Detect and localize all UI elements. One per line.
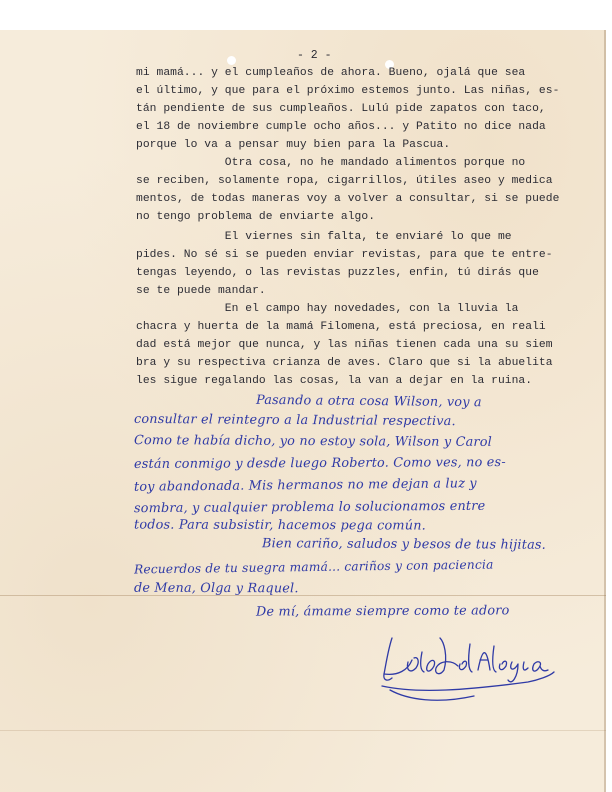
fold-crease: [0, 730, 606, 731]
typed-line: el último, y que para el próximo estemos junto. Las niñas, es-: [136, 85, 560, 97]
typed-line: En el campo hay novedades, con la lluvia la: [136, 303, 519, 315]
handwritten-line: sombra, y cualquier problema lo solucionamos entre: [133, 498, 486, 517]
handwritten-line: están conmigo y desde luego Roberto. Como ves, no es-: [133, 455, 506, 472]
fold-crease: [0, 595, 606, 596]
typed-line: dad está mejor que nunca, y las niñas tienen cada una su siem: [136, 339, 553, 351]
typed-line: pides. No sé si se pueden enviar revistas, para que te entre-: [136, 249, 553, 261]
handwritten-line: De mí, ámame siempre como te adoro: [255, 603, 510, 620]
handwritten-line: Pasando a otra cosa Wilson, voy a: [255, 392, 482, 411]
handwritten-line: de Mena, Olga y Raquel.: [133, 580, 299, 597]
typed-line: porque lo va a pensar muy bien para la Pascua.: [136, 139, 451, 151]
typed-line: bra y su respectiva crianza de aves. Claro que si la abuelita: [136, 357, 553, 369]
typed-line: se te puede mandar.: [136, 285, 266, 297]
typed-line: se reciben, solamente ropa, cigarrillos, útiles aseo y medica: [136, 175, 553, 187]
handwritten-line: Como te había dicho, yo no estoy sola, Wilson y Carol: [133, 433, 492, 450]
typed-line: El viernes sin falta, te enviaré lo que me: [136, 231, 512, 243]
paper-edge: [604, 30, 606, 792]
handwritten-line: Recuerdos de tu suegra mamá... cariños y con paciencia: [133, 557, 494, 577]
typed-line: mentos, de todas maneras voy a volver a consultar, si se puede: [136, 193, 560, 205]
typed-line: el 18 de noviembre cumple ocho años... y Patito no dice nada: [136, 121, 546, 133]
typed-line: no tengo problema de enviarte algo.: [136, 211, 376, 223]
page-number: - 2 -: [297, 49, 332, 62]
punch-hole: [227, 56, 236, 65]
handwritten-line: toy abandonada. Mis hermanos no me dejan a luz y: [133, 476, 477, 495]
typed-line: tengas leyendo, o las revistas puzzles, enfin, tú dirás que: [136, 267, 539, 279]
handwritten-line: consultar el reintegro a la Industrial respectiva.: [133, 411, 456, 430]
signature: [378, 630, 558, 710]
typed-line: les sigue regalando las cosas, la van a dejar en la ruina.: [136, 375, 533, 387]
typed-line: tán pendiente de sus cumpleaños. Lulú pide zapatos con taco,: [136, 103, 546, 115]
typed-line: chacra y huerta de la mamá Filomena, está preciosa, en reali: [136, 321, 546, 333]
typed-line: Otra cosa, no he mandado alimentos porque no: [136, 157, 526, 169]
handwritten-line: Bien cariño, saludos y besos de tus hijitas.: [261, 536, 546, 553]
handwritten-line: todos. Para subsistir, hacemos pega común.: [133, 517, 426, 534]
typed-line: mi mamá... y el cumpleaños de ahora. Bueno, ojalá que sea: [136, 67, 526, 79]
